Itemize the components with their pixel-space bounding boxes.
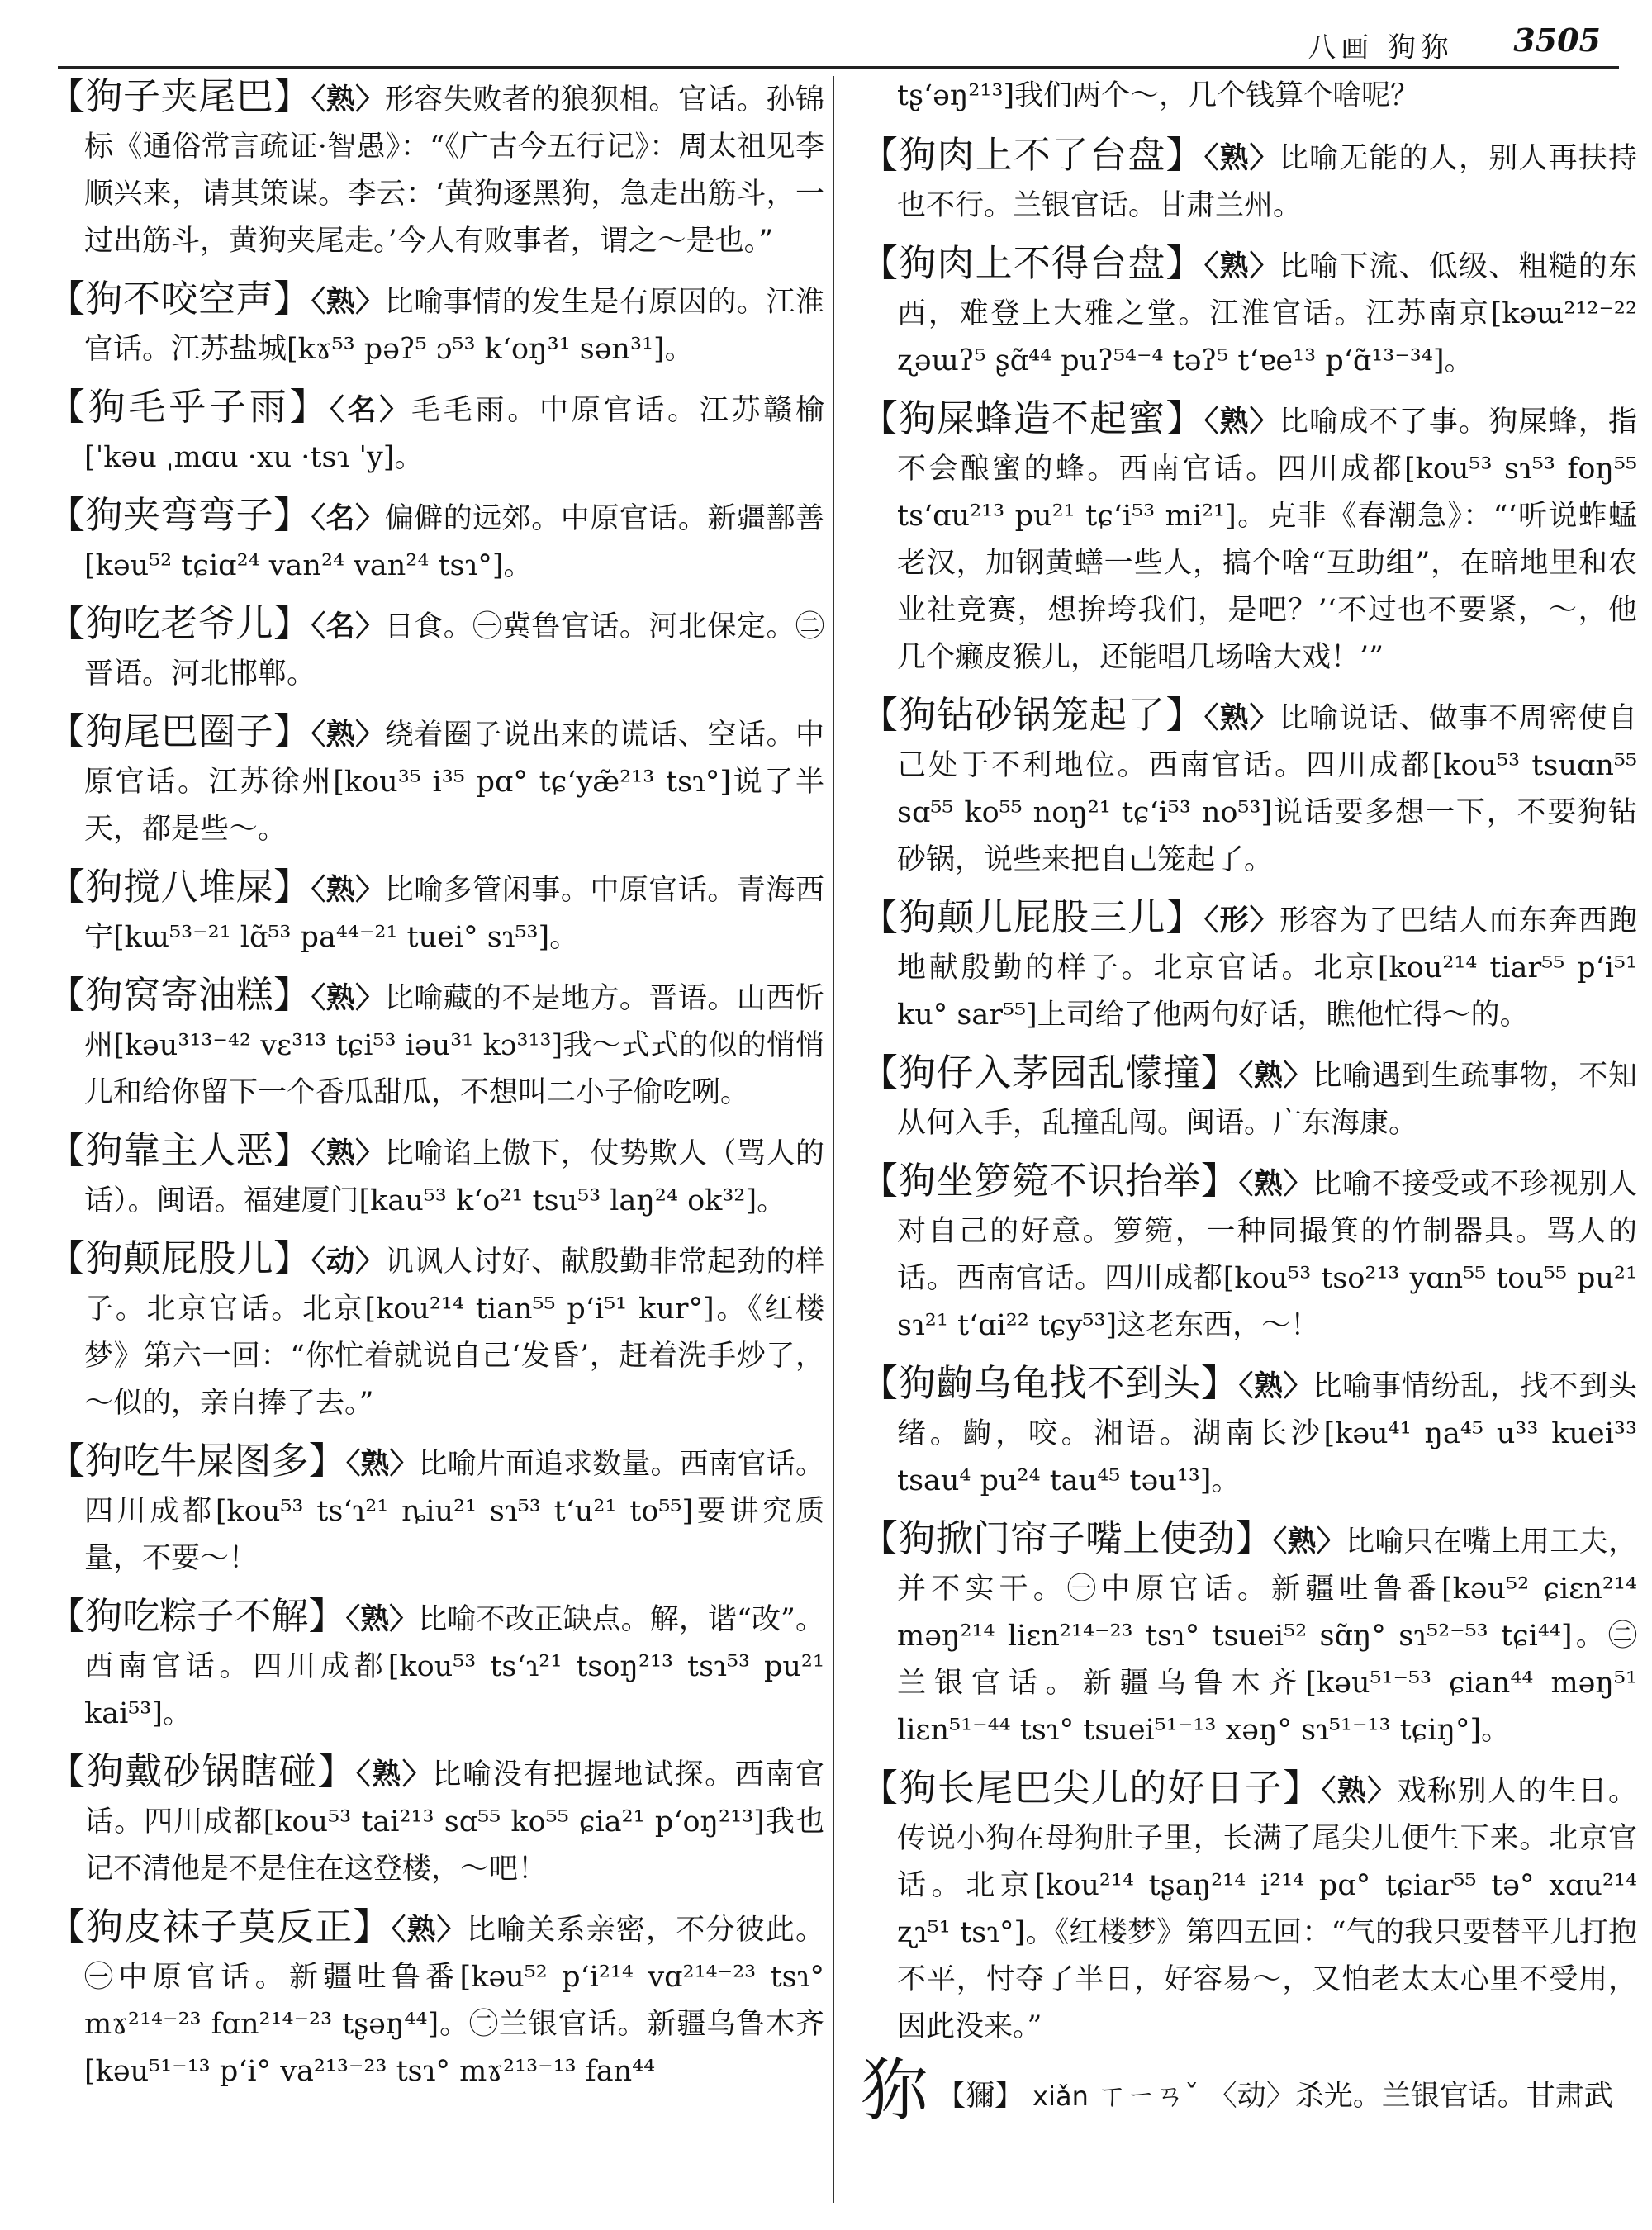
dictionary-entry: [861, 691, 1637, 884]
entry-headword: 【狗窝寄油糕】: [48, 973, 311, 1017]
entry-pos: 〈熟〉: [391, 1914, 467, 1947]
entry-definition: 偏僻的远郊。中原官话。新疆鄯善[kəu⁵² tɕiɑ²⁴ van²⁴ van²⁴ tsɿ°]。: [84, 502, 824, 582]
entry-definition: 比喻片面追求数量。西南官话。四川成都[kou⁵³ ts‘ɿ²¹ ȵiu²¹ sɿ⁵³ t‘u²¹ to⁵⁵]要讲究质量，不要～！: [84, 1448, 824, 1575]
char-variant: 【獮】: [937, 2080, 1024, 2113]
entry-headword: 【狗尾巴圈子】: [48, 709, 311, 753]
entry-definition: 比喻关系亲密，不分彼此。㊀中原官话。新疆吐鲁番[kəu⁵² p‘i²¹⁴ vɑ²¹⁴⁻²³ tsɿ° mɤ²¹⁴⁻²³ fɑn²¹⁴⁻²³ tʂəŋ⁴⁴]。㊁兰银官话。新疆乌鲁木齐[kəu⁵¹⁻¹³ p‘i° va²¹³⁻²³ tsɿ° mɤ²¹³⁻¹³ fan⁴⁴: [84, 1914, 824, 2088]
running-head: 八画 狗狝: [1308, 31, 1454, 64]
char-definition: 杀光。兰银官话。甘肃武: [1294, 2080, 1613, 2113]
entry-pos: 〈形〉: [1203, 904, 1279, 937]
dictionary-entry: [48, 1127, 824, 1225]
entry-headword: 【狗毛乎子雨】: [48, 385, 330, 429]
entry-definition: 比喻成不了事。狗屎蜂，指不会酿蜜的蜂。西南官话。四川成都[kou⁵³ sɿ⁵³ foŋ⁵⁵ ts‘ɑu²¹³ pu²¹ tɕ‘i⁵³ mi²¹]。克非《春潮急》：“‘听说蚱蜢老汉，加钢黄蟮一些人，搞个啥“互助组”，在暗地里和农业社竞赛，想拚垮我们，是吧？’‘不过也不要紧，～，他几个癞皮猴儿，还能唱几场啥大戏！’”: [897, 406, 1637, 674]
entry-headword: 【狗齣乌龟找不到头】: [861, 1361, 1239, 1405]
dictionary-entry: [48, 73, 824, 265]
page-number: 3505: [1513, 21, 1601, 59]
right-column: [861, 73, 1637, 2130]
char-pos: 〈动〉: [1208, 2080, 1295, 2113]
entry-pos: 〈熟〉: [1272, 1525, 1346, 1559]
column-divider: [833, 76, 834, 2203]
entry-pos: 〈名〉: [330, 394, 411, 427]
entry-definition: 比喻多管闲事。中原官话。青海西宁[kɯ⁵³⁻²¹ lɑ̃⁵³ pa⁴⁴⁻²¹ tuei° sɿ⁵³]。: [84, 874, 824, 954]
entry-headword: 【狗不咬空声】: [48, 277, 311, 320]
entry-pos: 〈名〉: [311, 502, 385, 535]
entry-headword: 【狗仔入茅园乱懞撞】: [861, 1051, 1239, 1094]
entry-definition: 比喻事情的发生是有原因的。江淮官话。江苏盐城[kɤ⁵³ pəʔ⁵ ɔ⁵³ k‘oŋ³¹ sən³¹]。: [84, 286, 824, 366]
entry-definition: 比喻不接受或不珍视别人对自己的好意。箩箢，一种同撮箕的竹制器具。骂人的话。西南官话。四川成都[kou⁵³ tso²¹³ yɑn⁵⁵ tou⁵⁵ pu²¹ sɿ²¹ t‘ɑi²² tɕy⁵³]这老东西，～！: [897, 1168, 1637, 1342]
dictionary-entry: [48, 863, 824, 961]
entry-headword: 【狗掀门帘子嘴上使劲】: [861, 1516, 1273, 1560]
entry-pos: 〈熟〉: [311, 83, 385, 116]
entry-definition: 戏称别人的生日。传说小狗在母狗肚子里，长满了尾尖儿便生下来。北京官话。北京[kou²¹⁴ tʂaŋ²¹⁴ i²¹⁴ pɑ° tɕiar⁵⁵ tə° xɑu²¹⁴ ʐɿ⁵¹ tsɿ°]。《红楼梦》第四五回：“气的我只要替平儿打抱不平，忖夺了半日，好容易～，又怕老太太心里不受用，因此没来。”: [897, 1775, 1637, 2043]
entry-headword: 【狗颠儿屁股三儿】: [861, 895, 1204, 939]
entry-pos: 〈熟〉: [1238, 1060, 1313, 1093]
entry-headword: 【狗长尾巴尖儿的好日子】: [861, 1766, 1322, 1810]
entry-pos: 〈熟〉: [311, 982, 385, 1015]
dictionary-entry: [861, 894, 1637, 1039]
entry-pos: 〈熟〉: [345, 1603, 419, 1636]
entry-pos: 〈熟〉: [311, 874, 385, 907]
entry-continuation: tʂ‘əŋ²¹³]我们两个～，几个钱算个啥呢？: [897, 79, 1420, 112]
entry-headword: 【狗坐箩箢不识抬举】: [861, 1159, 1239, 1203]
dictionary-entry: [861, 131, 1637, 230]
entry-headword: 【狗吃牛屎图多】: [48, 1439, 346, 1483]
entry-headword: 【狗吃粽子不解】: [48, 1594, 346, 1638]
dictionary-entry: [861, 1359, 1637, 1505]
entry-definition: 比喻谄上傲下，仗势欺人（骂人的话）。闽语。福建厦门[kau⁵³ k‘o²¹ tsu⁵³ laŋ²⁴ ok³²]。: [84, 1137, 824, 1217]
entry-headword: 【狗肉上不得台盘】: [861, 241, 1204, 285]
char-headword: 狝: [861, 2052, 929, 2130]
entry-definition: 比喻藏的不是地方。晋语。山西忻州[kəu³¹³⁻⁴² vɛ³¹³ tɕi⁵³ iəu³¹ kɔ³¹³]我～式式的似的悄悄儿和给你留下一个香瓜甜瓜，不想叫二小子偷吃咧。: [84, 982, 824, 1109]
entry-definition: 比喻遇到生疏事物，不知从何入手，乱撞乱闯。闽语。广东海康。: [897, 1060, 1637, 1140]
entry-headword: 【狗钻砂锅笼起了】: [861, 693, 1204, 737]
dictionary-entry: [48, 1748, 824, 1893]
dictionary-entry: [861, 1515, 1637, 1754]
entry-pos: 〈熟〉: [311, 286, 385, 319]
entry-definition: 形容失败者的狼狈相。官话。孙锦标《通俗常言疏证·智愚》：“《广古今五行记》：周太祖见李顺兴来，请其策谋。李云：‘黄狗逐黑狗，急走出筋斗，一过出筋斗，黄狗夹尾走。’今人有败事者，谓之～是也。”: [84, 83, 824, 258]
char-zhuyin: ㄒㄧㄢˇ: [1098, 2080, 1199, 2113]
entry-headword: 【狗皮袜子莫反正】: [48, 1905, 392, 1948]
entry-pos: 〈熟〉: [311, 1137, 385, 1170]
entry-definition: 比喻无能的人，别人再扶持也不行。兰银官话。甘肃兰州。: [897, 142, 1637, 222]
entry-definition: 比喻下流、低级、粗糙的东西，难登上大雅之堂。江淮官话。江苏南京[kəɯ²¹²⁻²² ʐəɯʔ⁵ ʂɑ̃⁴⁴ puʔ⁵⁴⁻⁴ təʔ⁵ t‘ɐe¹³ p‘ɑ̃¹³⁻³⁴]。: [897, 250, 1637, 377]
dictionary-entry: [48, 971, 824, 1117]
entry-definition: 形容为了巴结人而东奔西跑地献殷勤的样子。北京官话。北京[kou²¹⁴ tiar⁵⁵ p‘i⁵¹ ku° sar⁵⁵]上司给了他两句好话，瞧他忙得～的。: [897, 904, 1637, 1032]
dictionary-entry: [861, 1157, 1637, 1350]
char-entry: [861, 2052, 1637, 2130]
entry-definition: 比喻说话、做事不周密使自己处于不利地位。西南官话。四川成都[kou⁵³ tsuɑn⁵⁵ sɑ⁵⁵ ko⁵⁵ noŋ²¹ tɕ‘i⁵³ no⁵³]说话要多想一下，不要狗钻砂锅，说些来把自己笼起了。: [897, 702, 1637, 876]
entry-headword: 【狗搅八堆屎】: [48, 865, 311, 909]
dictionary-entry: [861, 395, 1637, 681]
entry-pos: 〈熟〉: [1203, 406, 1279, 439]
entry-definition: 比喻只在嘴上用工夫，并不实干。㊀中原官话。新疆吐鲁番[kəu⁵² ɕiɛn²¹⁴ məŋ²¹⁴ liɛn²¹⁴⁻²³ tsɿ° tsuei⁵² sɑ̃ŋ° sɿ⁵²⁻⁵³ tɕi⁴⁴]。㊁兰银官话。新疆乌鲁木齐[kəu⁵¹⁻⁵³ ɕian⁴⁴ məŋ⁵¹ liɛn⁵¹⁻⁴⁴ tsɿ° tsuei⁵¹⁻¹³ xəŋ° sɿ⁵¹⁻¹³ tɕiŋ°]。: [897, 1525, 1637, 1747]
entry-pos: 〈熟〉: [356, 1758, 433, 1791]
entry-pos: 〈熟〉: [1321, 1775, 1398, 1808]
dictionary-entry: [48, 491, 824, 590]
dictionary-entry: [48, 1437, 824, 1582]
entry-headword: 【狗夹弯弯子】: [48, 493, 311, 537]
entry-pos: 〈熟〉: [1238, 1370, 1313, 1403]
entry-definition: 比喻没有把握地试探。西南官话。四川成都[kou⁵³ tai²¹³ sɑ⁵⁵ ko⁵⁵ ɕia²¹ p‘oŋ²¹³]我也记不清他是不是住在这登楼，～吧！: [84, 1758, 824, 1886]
entry-pos: 〈熟〉: [1203, 250, 1279, 283]
entry-pos: 〈动〉: [311, 1245, 385, 1279]
entry-definition: 比喻不改正缺点。解，谐“改”。西南官话。四川成都[kou⁵³ ts‘ɿ²¹ tsoŋ²¹³ tsɿ⁵³ pu²¹ kai⁵³]。: [84, 1603, 824, 1730]
page-header: [58, 18, 1619, 69]
entry-pos: 〈熟〉: [1203, 142, 1279, 175]
entry-definition: 比喻事情纷乱，找不到头绪。齣，咬。湘语。湖南长沙[kəu⁴¹ ŋa⁴⁵ u³³ kuei³³ tsau⁴ pu²⁴ tau⁴⁵ təu¹³]。: [897, 1370, 1637, 1497]
char-pinyin: xiǎn: [1032, 2081, 1089, 2112]
entry-pos: 〈名〉: [311, 610, 385, 643]
entry-headword: 【狗肉上不了台盘】: [861, 133, 1204, 177]
entry-pos: 〈熟〉: [1203, 702, 1279, 735]
right-entries: [861, 131, 1637, 2051]
entry-definition: 绕着圈子说出来的谎话、空话。中原官话。江苏徐州[kou³⁵ i³⁵ pɑ° tɕ‘yæ̃²¹³ tsɿ°]说了半天，都是些～。: [84, 719, 824, 846]
entry-headword: 【狗吃老爷儿】: [48, 601, 311, 645]
entry-headword: 【狗子夹尾巴】: [48, 74, 311, 118]
entry-definition: 讥讽人讨好、献殷勤非常起劲的样子。北京官话。北京[kou²¹⁴ tian⁵⁵ p‘i⁵¹ kur°]。《红楼梦》第六一回：“你忙着就说自己‘发昏’，赶着洗手炒了，～似的，亲自捧了去。”: [84, 1245, 824, 1420]
entry-headword: 【狗靠主人恶】: [48, 1128, 311, 1172]
dictionary-entry: [48, 383, 824, 482]
entry-pos: 〈熟〉: [311, 719, 385, 752]
entry-headword: 【狗颠屁股儿】: [48, 1236, 311, 1280]
dictionary-entry: [861, 1049, 1637, 1147]
dictionary-entry: [48, 708, 824, 853]
entry-headword: 【狗戴砂锅瞎碰】: [48, 1749, 357, 1793]
dictionary-entry: [48, 600, 824, 698]
dictionary-entry: [48, 1592, 824, 1738]
dictionary-entry: [48, 275, 824, 373]
entry-headword: 【狗屎蜂造不起蜜】: [861, 396, 1204, 440]
dictionary-entry: [861, 240, 1637, 385]
dictionary-entry: [48, 1235, 824, 1427]
entry-definition: 日食。㊀冀鲁官话。河北保定。㊁晋语。河北邯郸。: [84, 610, 824, 690]
entry-pos: 〈熟〉: [1238, 1168, 1313, 1201]
entry-pos: 〈熟〉: [345, 1448, 419, 1481]
left-column: [48, 73, 824, 2105]
entry-definition: 毛毛雨。中原官话。江苏赣榆[ˈkəu ˌmɑu ·xu ·tsɿ ˈy]。: [84, 394, 824, 474]
dictionary-entry: [48, 1903, 824, 2095]
dictionary-entry: [861, 1764, 1637, 2051]
